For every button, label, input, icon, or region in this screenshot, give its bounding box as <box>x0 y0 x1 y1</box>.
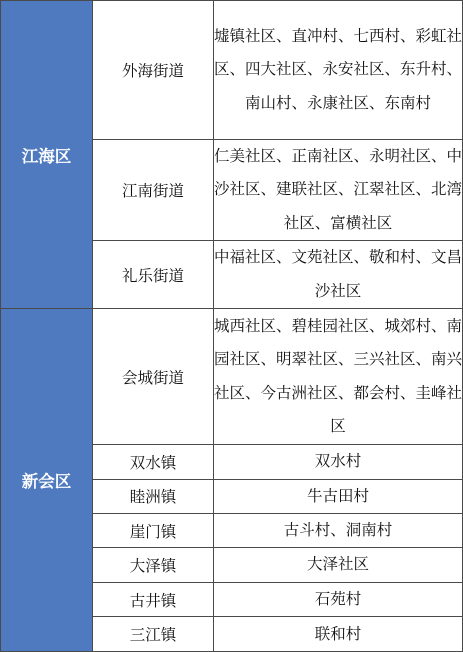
street-cell: 江南街道 <box>93 140 214 241</box>
community-cell: 联和村 <box>214 617 463 652</box>
table-row <box>1 309 463 445</box>
street-cell: 礼乐街道 <box>93 241 214 309</box>
community-cell: 城西社区、碧桂园社区、城郊村、南园社区、明翠社区、三兴社区、南兴社区、今古洲社区、都会村、圭峰社区 <box>214 309 463 445</box>
community-cell: 牛古田村 <box>214 479 463 513</box>
community-cell: 仁美社区、正南社区、永明社区、中沙社区、建联社区、江翠社区、北湾社区、富横社区 <box>214 140 463 241</box>
district-cell: 新会区 <box>1 309 93 652</box>
community-cell: 大泽社区 <box>214 548 463 582</box>
community-cell: 墟镇社区、直冲村、七西村、彩虹社区、四大社区、永安社区、东升村、南山村、永康社区、东南村 <box>214 1 463 140</box>
street-cell: 崖门镇 <box>93 514 214 548</box>
street-cell: 外海街道 <box>93 1 214 140</box>
street-cell: 三江镇 <box>93 617 214 652</box>
street-cell: 大泽镇 <box>93 548 214 582</box>
street-cell: 双水镇 <box>93 445 214 479</box>
street-cell: 古井镇 <box>93 582 214 616</box>
table-row <box>1 1 463 140</box>
community-cell: 双水村 <box>214 445 463 479</box>
community-cell: 中福社区、文苑社区、敬和村、文昌沙社区 <box>214 241 463 309</box>
community-cell: 石苑村 <box>214 582 463 616</box>
street-cell: 睦洲镇 <box>93 479 214 513</box>
district-cell: 江海区 <box>1 1 93 309</box>
street-cell: 会城街道 <box>93 309 214 445</box>
community-cell: 古斗村、洞南村 <box>214 514 463 548</box>
